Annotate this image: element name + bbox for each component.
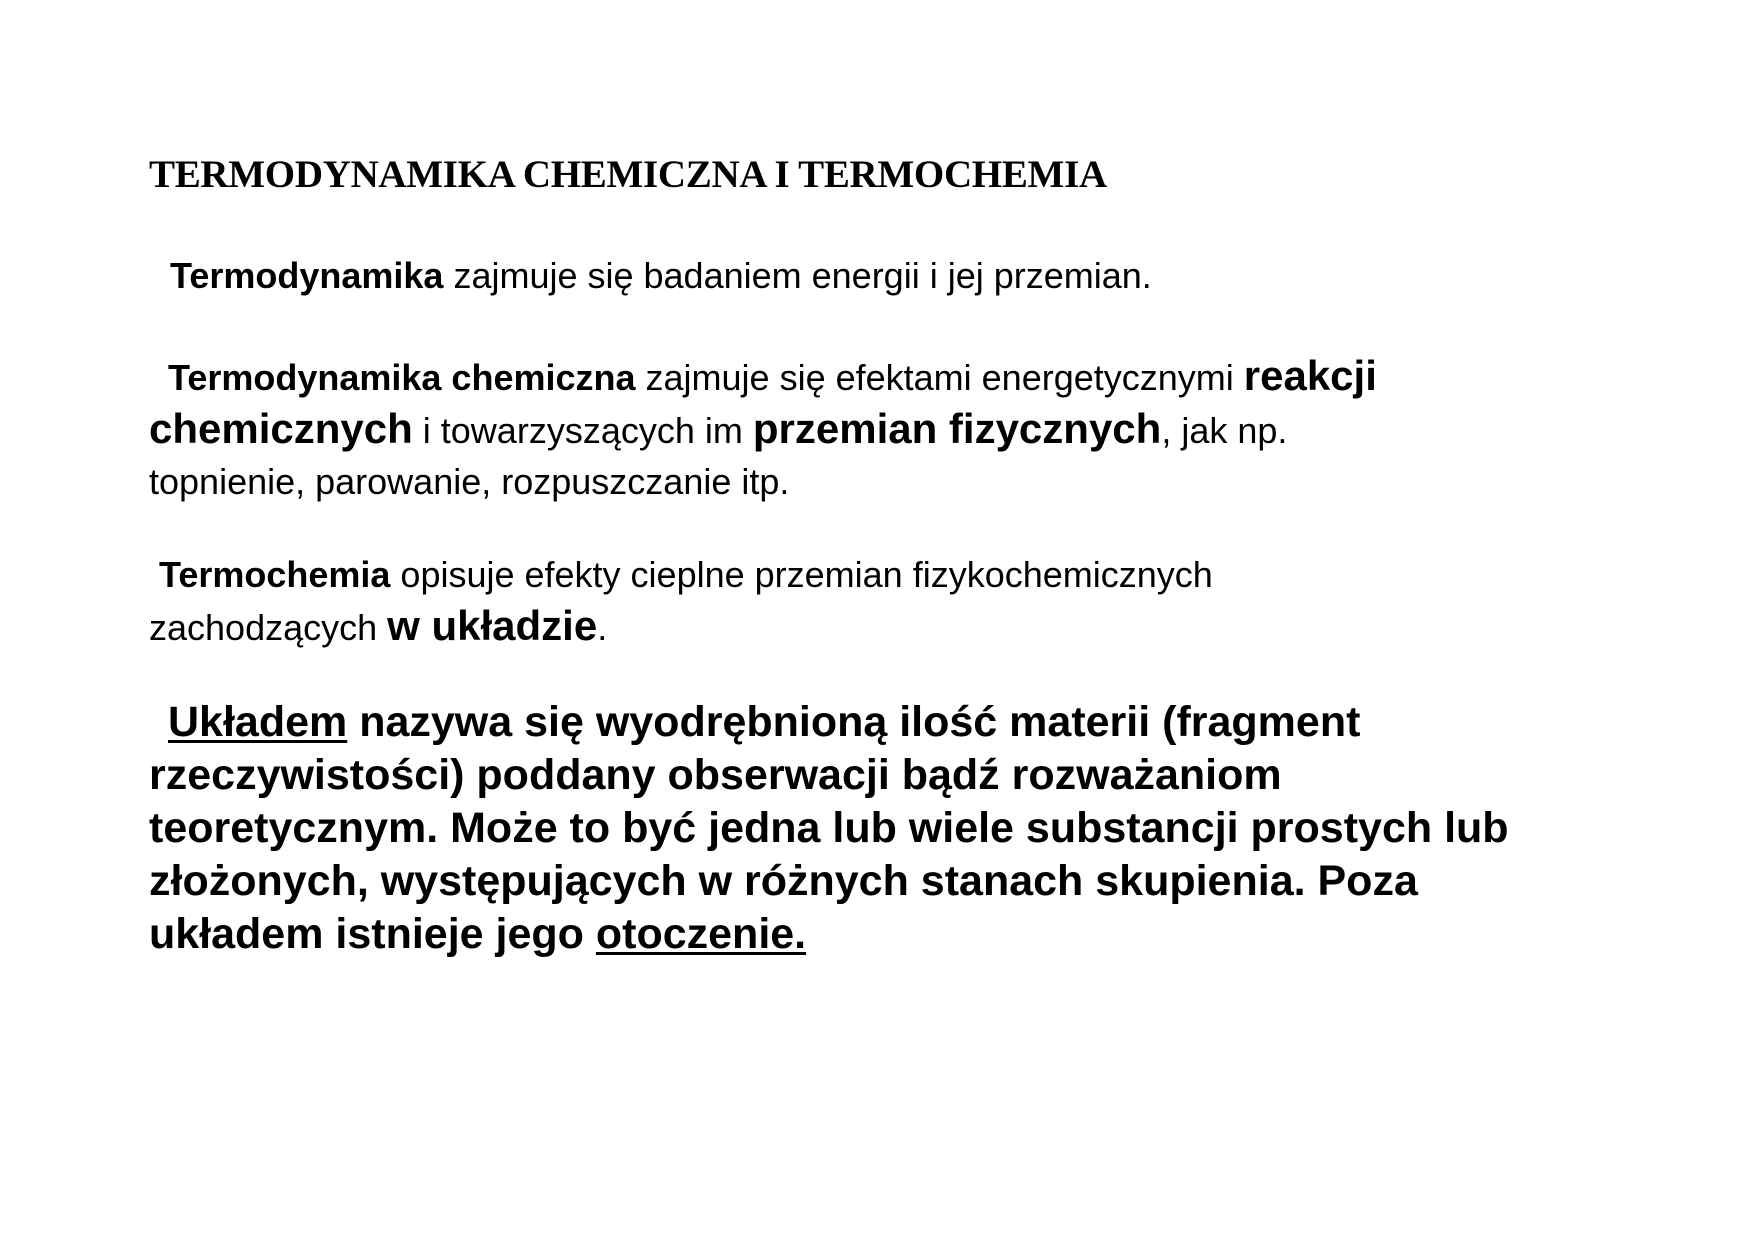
paragraph-text: nazywa się wyodrębnioną ilość materii (fragment <box>347 698 1361 746</box>
paragraph-line: złożonych, występujących w różnych stanach skupienia. Poza <box>149 857 1418 905</box>
paragraph-line <box>149 549 1213 600</box>
term-termochemia: Termochemia <box>159 554 391 595</box>
emphasis-reakcji: reakcji <box>1243 352 1377 399</box>
paragraph-line <box>149 908 1509 961</box>
paragraph-termodynamika-chemiczna <box>149 350 1377 507</box>
paragraph-text: i towarzyszących im <box>412 410 753 451</box>
term-termodynamika: Termodynamika <box>170 255 444 296</box>
paragraph-text: opisuje efekty cieplne przemian fizykochemicznych <box>390 554 1213 595</box>
paragraph-text: . <box>597 607 608 648</box>
term-termodynamika-chemiczna: Termodynamika chemiczna <box>168 357 636 398</box>
paragraph-text: układem istnieje jego <box>149 910 596 958</box>
paragraph-line: teoretycznym. Może to być jedna lub wiele substancji prostych lub <box>149 804 1509 852</box>
paragraph-text: zachodzących <box>149 607 388 648</box>
paragraph-line <box>149 696 1509 749</box>
paragraph-line <box>149 600 1213 653</box>
paragraph-text: zajmuje się efektami energetycznymi <box>635 357 1244 398</box>
paragraph-line: topnienie, parowanie, rozpuszczanie itp. <box>149 461 790 502</box>
paragraph-line <box>149 403 1377 456</box>
paragraph-text: , jak np. <box>1161 410 1288 451</box>
paragraph-termochemia <box>149 549 1213 653</box>
term-ukladem: Układem <box>168 698 348 746</box>
document-title: TERMODYNAMIKA CHEMICZNA I TERMOCHEMIA <box>149 153 1107 196</box>
emphasis-chemicznych: chemicznych <box>149 405 413 452</box>
term-otoczenie: otoczenie. <box>595 910 807 958</box>
emphasis-przemian-fizycznych: przemian fizycznych <box>752 405 1162 452</box>
paragraph-uklad-definition <box>149 696 1509 961</box>
paragraph-line <box>149 350 1377 403</box>
emphasis-w-ukladzie: w układzie <box>387 602 598 649</box>
paragraph-line: rzeczywistości) poddany obserwacji bądź rozważaniom <box>149 751 1282 799</box>
paragraph-termodynamika <box>170 255 1152 297</box>
paragraph-text: zajmuje się badaniem energii i jej przemian. <box>443 255 1152 296</box>
